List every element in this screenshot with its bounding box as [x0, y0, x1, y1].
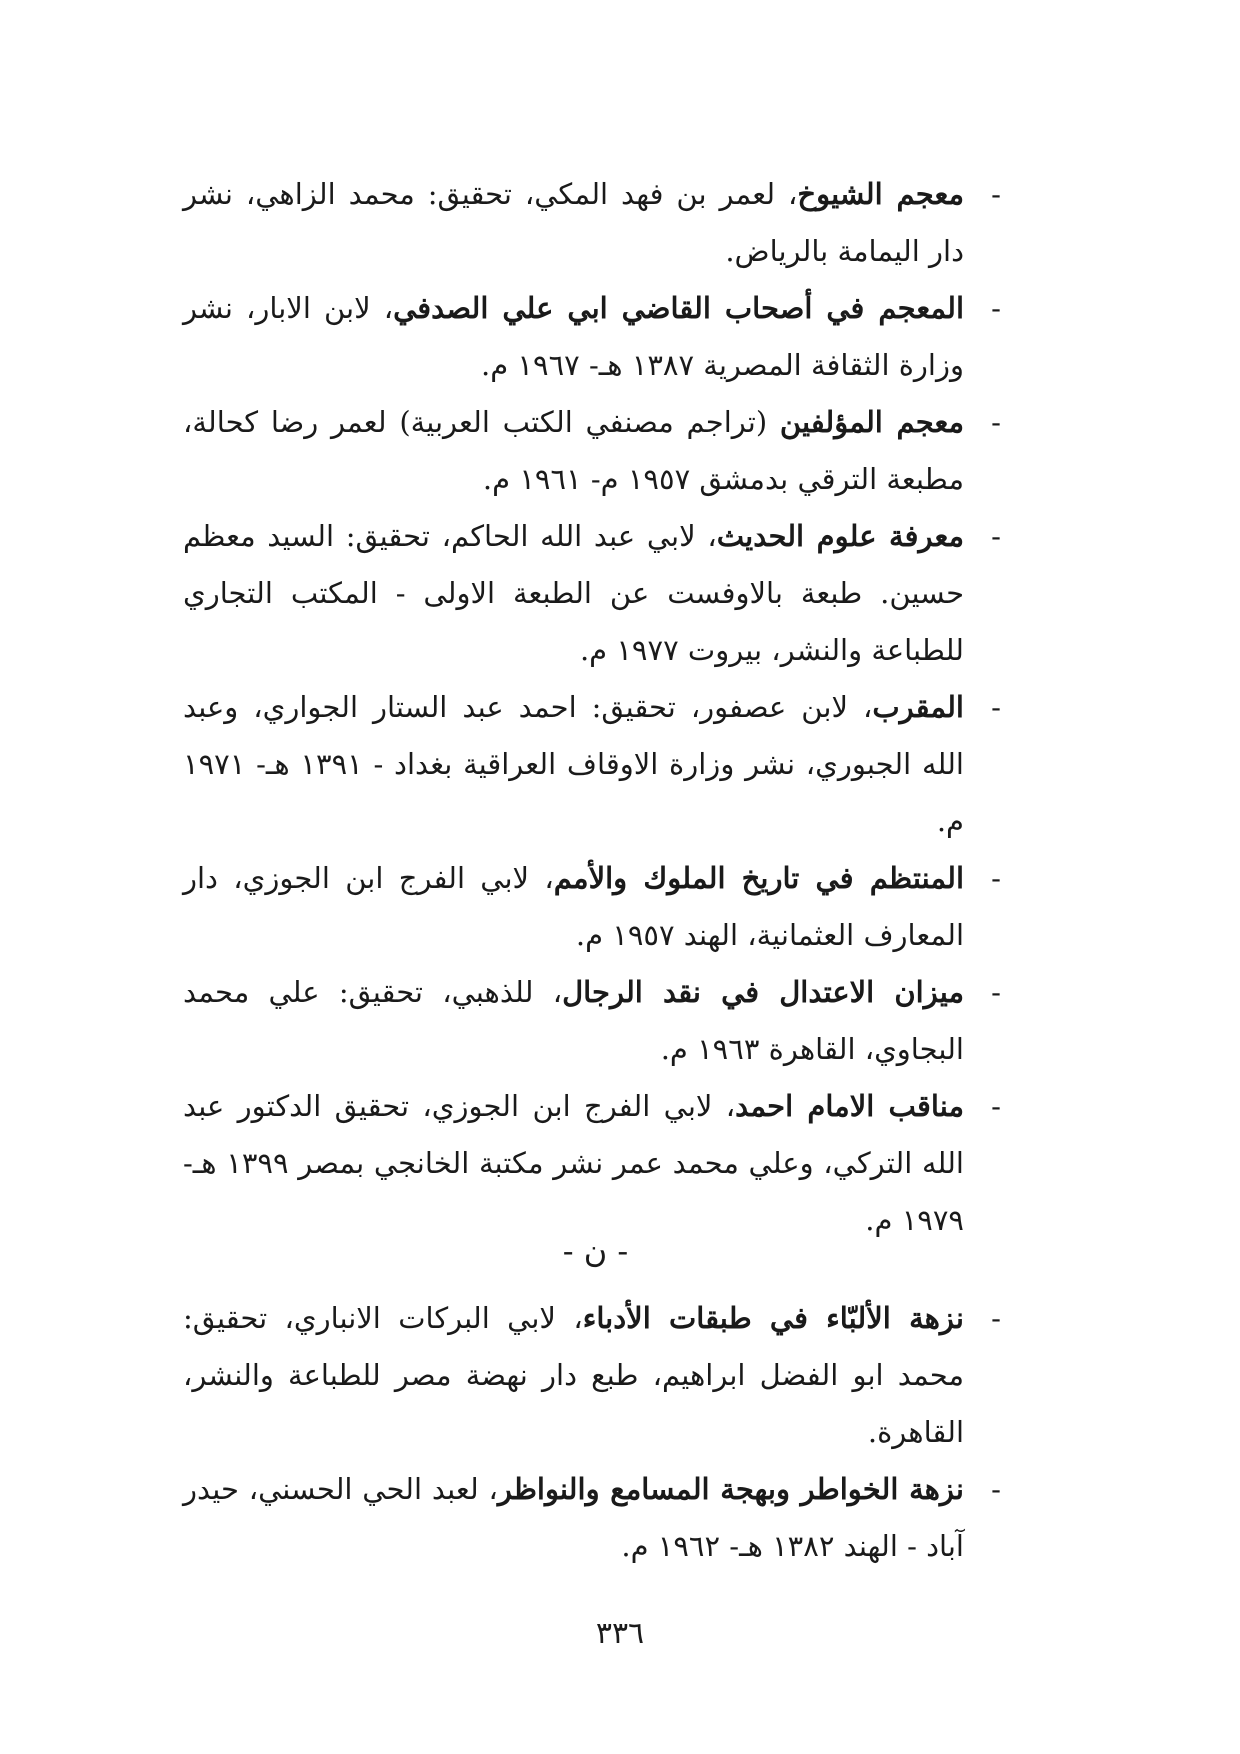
entry-details: ، لعمر بن فهد المكي، تحقيق: محمد الزاهي، نشر دار اليمامة بالرياض.: [183, 177, 964, 268]
entry-dash: -: [991, 1301, 1001, 1335]
entry-dash: -: [991, 690, 1001, 724]
bibliography-list: [183, 166, 1008, 1249]
bibliography-list-nun: [183, 1290, 1008, 1575]
entry-title: المنتظم في تاريخ الملوك والأمم: [553, 861, 965, 895]
bibliography-entry: [183, 394, 1008, 508]
entry-details: (تراجم مصنفي الكتب العربية) لعمر رضا كحالة، مطبعة الترقي بدمشق ١٩٥٧ م- ١٩٦١ م.: [183, 405, 964, 496]
entry-title: ميزان الاعتدال في نقد الرجال: [562, 975, 965, 1009]
entry-title: معجم الشيوخ: [797, 177, 965, 211]
entry-details: ، لابن الابار، نشر وزارة الثقافة المصرية ١٣٨٧ هـ- ١٩٦٧ م.: [183, 291, 964, 382]
entry-details: ، لابي الفرج ابن الجوزي، دار المعارف العثمانية، الهند ١٩٥٧ م.: [183, 861, 964, 952]
bibliography-entry: [183, 508, 1008, 679]
entry-title: نزهة الألبّاء في طبقات الأدباء: [582, 1301, 964, 1335]
entry-title: معرفة علوم الحديث: [716, 519, 964, 553]
entry-title: المعجم في أصحاب القاضي ابي علي الصدفي: [393, 291, 965, 325]
entry-dash: -: [991, 975, 1001, 1009]
entry-details: ، لابي عبد الله الحاكم، تحقيق: السيد معظم حسين. طبعة بالاوفست عن الطبعة الاولى - المكتب التجاري للطباعة والنشر، بيروت ١٩٧٧ م.: [183, 519, 964, 667]
bibliography-entry: [183, 1290, 1008, 1461]
entry-title: مناقب الامام احمد: [735, 1089, 964, 1123]
bibliography-entry: [183, 166, 1008, 280]
entry-details: ، لابي الفرج ابن الجوزي، تحقيق الدكتور عبد الله التركي، وعلي محمد عمر نشر مكتبة الخانجي بمصر ١٣٩٩ هـ- ١٩٧٩ م.: [183, 1089, 964, 1237]
entry-dash: -: [991, 861, 1001, 895]
entry-details: ، لابي البركات الانباري، تحقيق: محمد ابو الفضل ابراهيم، طبع دار نهضة مصر للطباعة والنشر، القاهرة.: [183, 1301, 964, 1449]
entry-dash: -: [991, 1472, 1001, 1506]
bibliography-entry: [183, 964, 1008, 1078]
entry-details: ، لابن عصفور، تحقيق: احمد عبد الستار الجواري، وعبد الله الجبوري، نشر وزارة الاوقاف العراقية بغداد - ١٣٩١ هـ- ١٩٧١ م.: [183, 690, 964, 838]
entry-details: ، لعبد الحي الحسني، حيدر آباد - الهند ١٣٨٢ هـ- ١٩٦٢ م.: [183, 1472, 964, 1563]
bibliography-entry: [183, 679, 1008, 850]
entry-title: نزهة الخواطر وبهجة المسامع والنواظر: [497, 1472, 964, 1506]
entry-dash: -: [991, 177, 1001, 211]
entry-details: ، للذهبي، تحقيق: علي محمد البجاوي، القاهرة ١٩٦٣ م.: [183, 975, 964, 1066]
entry-title: معجم المؤلفين: [779, 405, 964, 439]
page-number: ٣٣٦: [595, 1616, 645, 1651]
bibliography-entry: [183, 1461, 1008, 1575]
bibliography-entry: [183, 850, 1008, 964]
entry-dash: -: [991, 1089, 1001, 1123]
letter-section-heading: - ن -: [562, 1232, 629, 1270]
bibliography-entry: [183, 280, 1008, 394]
entry-title: المقرب: [872, 690, 964, 724]
entry-dash: -: [991, 405, 1001, 439]
entry-dash: -: [991, 291, 1001, 325]
entry-dash: -: [991, 519, 1001, 553]
bibliography-entry: [183, 1078, 1008, 1249]
